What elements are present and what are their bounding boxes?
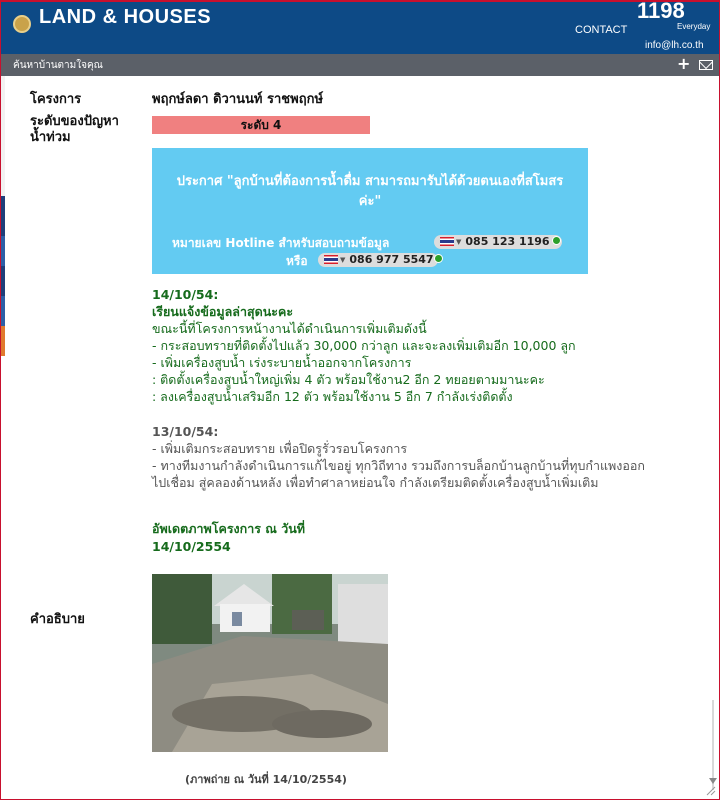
hotline-availability: Everyday [677, 22, 711, 31]
update-line: - เพิ่มเครื่องสูบน้ำ เร่งระบายน้ำออกจากโครงการ [152, 355, 412, 370]
phone-2[interactable] [318, 253, 438, 267]
chevron-down-icon: ▼ [340, 256, 346, 264]
update-date: 13/10/54: [152, 424, 219, 439]
chevron-down-icon: ▼ [456, 238, 462, 246]
update-line: ไปเชื่อม สู่คลองด้านหลัง เพื่อทำศาลาหย่อนใจ กำลังเตรียมติดตั้งเครื่องสูบน้ำเพิ่มเติม [152, 475, 599, 490]
left-color-strip [1, 76, 5, 406]
project-label: โครงการ [30, 92, 82, 107]
find-home-link[interactable]: ค้นหาบ้านตามใจคุณ [13, 60, 103, 71]
flood-level-badge: ระดับ 4 [152, 116, 370, 134]
project-name: พฤกษ์ลดา ดิวานนท์ ราชพฤกษ์ [152, 92, 324, 107]
description-label: คำอธิบาย [30, 612, 85, 627]
hotline-number: 1198 [637, 0, 685, 23]
hotline-label: หมายเลข Hotline สำหรับสอบถามข้อมูล [172, 236, 390, 250]
announcement-text: ประกาศ "ลูกบ้านที่ต้องการน้ำดื่ม สามารถมารับได้ด้วยตนเองที่สโมสรค่ะ" [176, 174, 564, 209]
photo-update-title: อัพเดตภาพโครงการ ณ วันที่ [152, 521, 306, 536]
site-header [1, 2, 719, 54]
thai-flag-icon [440, 237, 454, 246]
phone-1[interactable] [434, 235, 562, 249]
hotline-block [637, 0, 711, 51]
call-icon[interactable] [434, 254, 443, 263]
flood-level-label-2: น้ำท่วม [30, 130, 71, 145]
update-headline: เรียนแจ้งข้อมูลล่าสุดนะคะ [152, 304, 294, 319]
logo-emblem-icon [13, 15, 31, 33]
mail-icon[interactable] [699, 60, 713, 70]
call-icon[interactable] [552, 236, 561, 245]
brand-name: LAND & HOUSES [39, 6, 212, 28]
update-date: 14/10/54: [152, 287, 219, 302]
phone-1-number: 085 123 1196 [465, 235, 550, 248]
resize-grip-icon[interactable] [704, 784, 716, 796]
plus-icon[interactable]: + [677, 54, 691, 73]
update-line: - กระสอบทรายที่ติดตั้งไปแล้ว 30,000 กว่าลูก และจะลงเพิ่มเติมอีก 10,000 ลูก [152, 338, 576, 353]
contact-link[interactable]: CONTACT [575, 24, 628, 36]
search-subbar [1, 54, 719, 76]
contact-email[interactable]: info@lh.co.th [645, 40, 704, 51]
update-line: ขณะนี้ที่โครงการหน้างานได้ดำเนินการเพิ่มเติมดังนี้ [152, 321, 427, 336]
update-line: - ทางทีมงานกำลังดำเนินการแก้ไขอยู่ ทุกวิถีทาง รวมถึงการบล็อกบ้านลูกบ้านที่ทุบกำแพงออก [152, 458, 645, 473]
phone-2-number: 086 977 5547 [349, 253, 434, 266]
update-line: - เพิ่มเติมกระสอบทราย เพื่อปิดรูรั่วรอบโครงการ [152, 441, 408, 456]
update-line: : ติดตั้งเครื่องสูบน้ำใหญ่เพิ่ม 4 ตัว พร้อมใช้งาน2 อีก 2 ทยอยตามมานะคะ [152, 372, 545, 387]
update-line: : ลงเครื่องสูบน้ำเสริมอีก 12 ตัว พร้อมใช้งาน 5 อีก 7 กำลังเร่งติดตั้ง [152, 389, 513, 404]
announcement-box [152, 148, 588, 274]
thai-flag-icon [324, 255, 338, 264]
flood-level-label: ระดับของปัญหา [30, 114, 119, 129]
or-label: หรือ [286, 254, 308, 268]
brand-logo[interactable] [13, 6, 212, 35]
project-photo[interactable] [152, 574, 388, 752]
photo-update-date: 14/10/2554 [152, 539, 231, 554]
photo-caption: (ภาพถ่าย ณ วันที่ 14/10/2554) [185, 773, 347, 786]
flood-photo-illustration [152, 574, 388, 752]
